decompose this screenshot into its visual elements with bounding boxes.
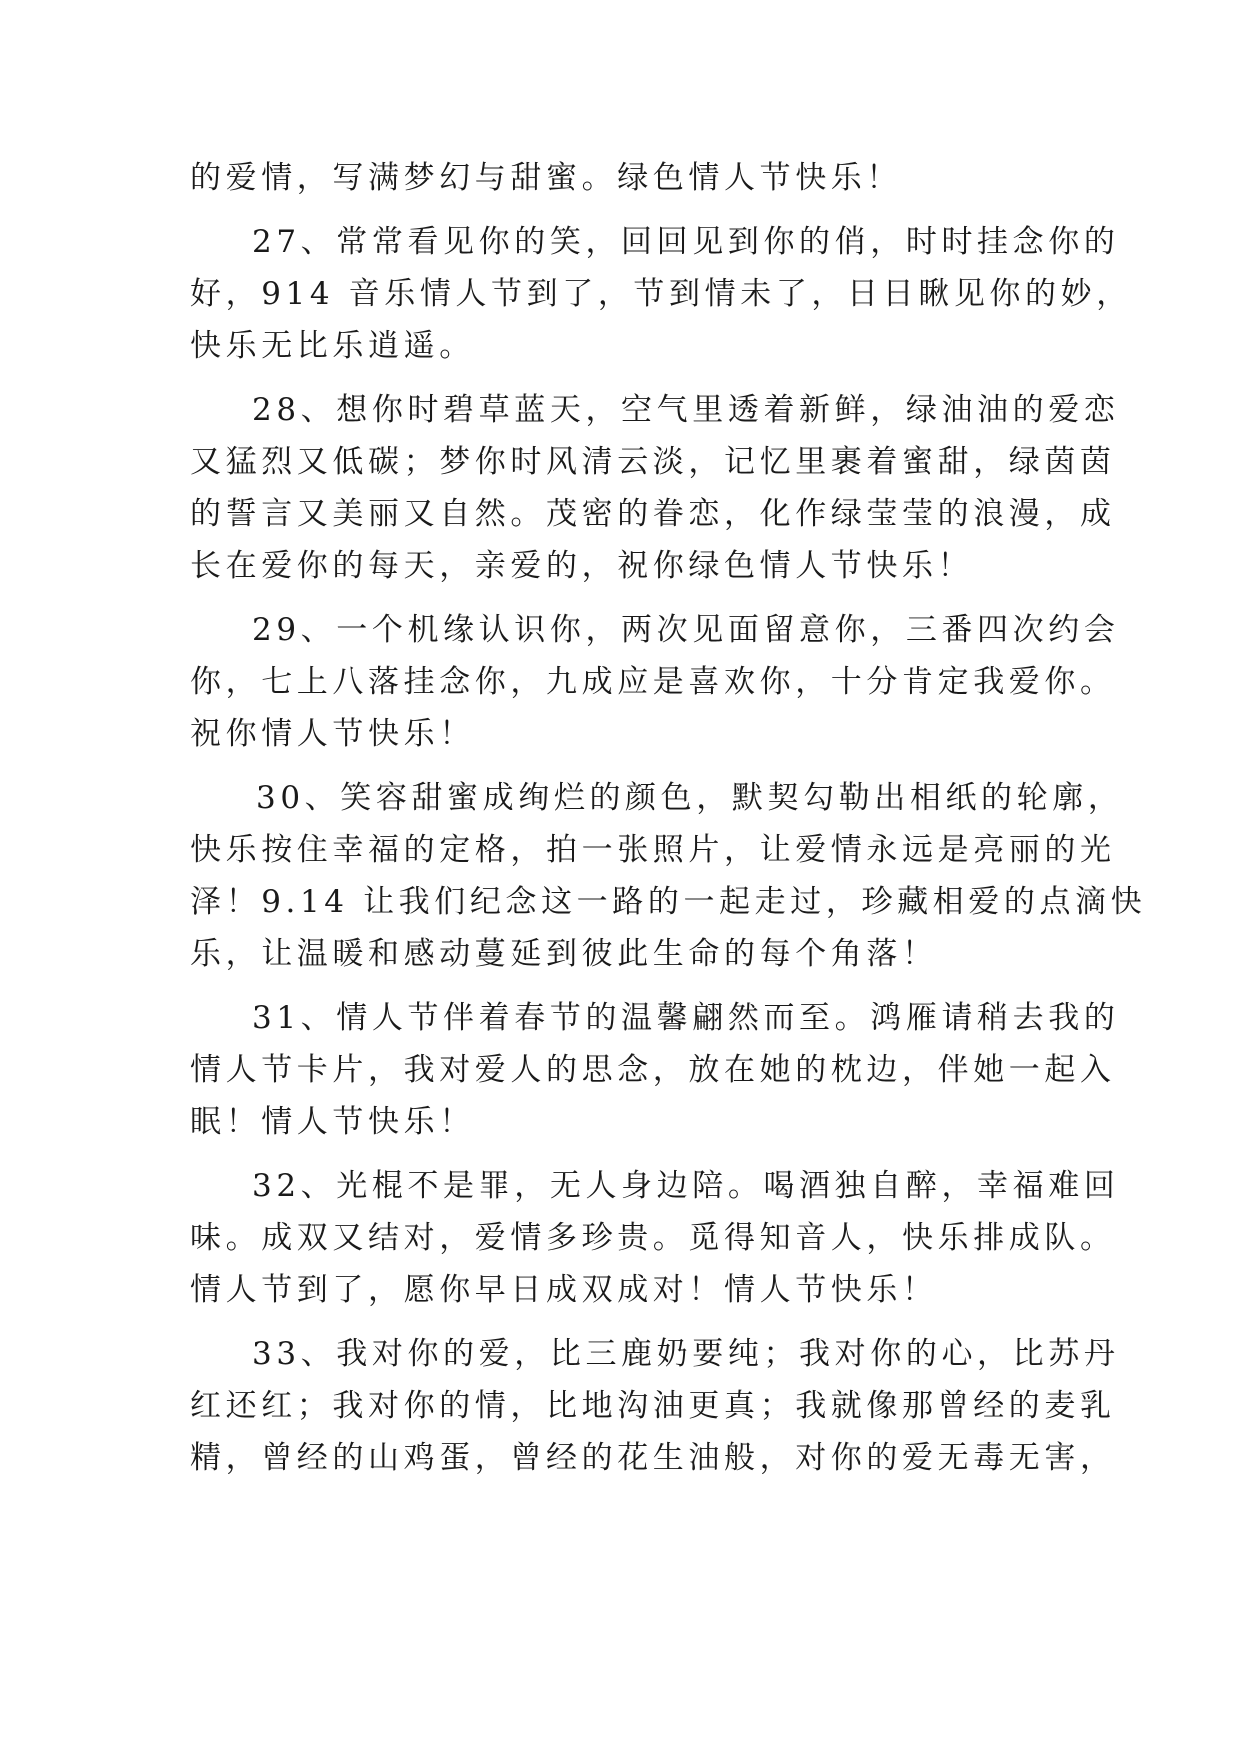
text-line: 的誓言又美丽又自然。茂密的眷恋，化作绿莹莹的浪漫，成 [190,496,1116,532]
text-line: 的爱情，写满梦幻与甜蜜。绿色情人节快乐！ [190,160,902,196]
text-line: 又猛烈又低碳；梦你时风清云淡，记忆里裹着蜜甜，绿茵茵 [190,444,1116,480]
paragraph-29-first-line: 29、一个机缘认识你，两次见面留意你，三番四次约会 [252,612,1120,648]
text-line: 快乐无比乐逍遥。 [190,328,475,364]
text-line: 精，曾经的山鸡蛋，曾经的花生油般，对你的爱无毒无害， [190,1440,1116,1476]
paragraph-28-first-line: 28、想你时碧草蓝天，空气里透着新鲜，绿油油的爱恋 [252,392,1120,428]
text-line: 乐，让温暖和感动蔓延到彼此生命的每个角落！ [190,936,938,972]
text-line: 情人节到了，愿你早日成双成对！情人节快乐！ [190,1272,938,1308]
paragraph-30-first-line: 30、笑容甜蜜成绚烂的颜色，默契勾勒出相纸的轮廓， [256,780,1124,816]
text-line: 泽！9.14 让我们纪念这一路的一起走过，珍藏相爱的点滴快 [190,884,1147,920]
text-line: 好，914 音乐情人节到了，节到情未了，日日瞅见你的妙， [190,276,1132,312]
paragraph-32-first-line: 32、光棍不是罪，无人身边陪。喝酒独自醉，幸福难回 [252,1168,1120,1204]
document-body [190,152,1147,1484]
text-line: 长在爱你的每天，亲爱的，祝你绿色情人节快乐！ [190,548,974,584]
text-line: 情人节卡片，我对爱人的思念，放在她的枕边，伴她一起入 [190,1052,1116,1088]
text-line: 祝你情人节快乐！ [190,716,475,752]
paragraph-33-first-line: 33、我对你的爱，比三鹿奶要纯；我对你的心，比苏丹 [252,1336,1120,1372]
text-line: 你，七上八落挂念你，九成应是喜欢你，十分肯定我爱你。 [190,664,1116,700]
text-line: 快乐按住幸福的定格，拍一张照片，让爱情永远是亮丽的光 [190,832,1116,868]
text-line: 红还红；我对你的情，比地沟油更真；我就像那曾经的麦乳 [190,1388,1116,1424]
text-line: 味。成双又结对，爱情多珍贵。觅得知音人，快乐排成队。 [190,1220,1116,1256]
paragraph-27-first-line: 27、常常看见你的笑，回回见到你的俏，时时挂念你的 [252,224,1120,260]
text-line: 眠！情人节快乐！ [190,1104,475,1140]
paragraph-31-first-line: 31、情人节伴着春节的温馨翩然而至。鸿雁请稍去我的 [252,1000,1120,1036]
